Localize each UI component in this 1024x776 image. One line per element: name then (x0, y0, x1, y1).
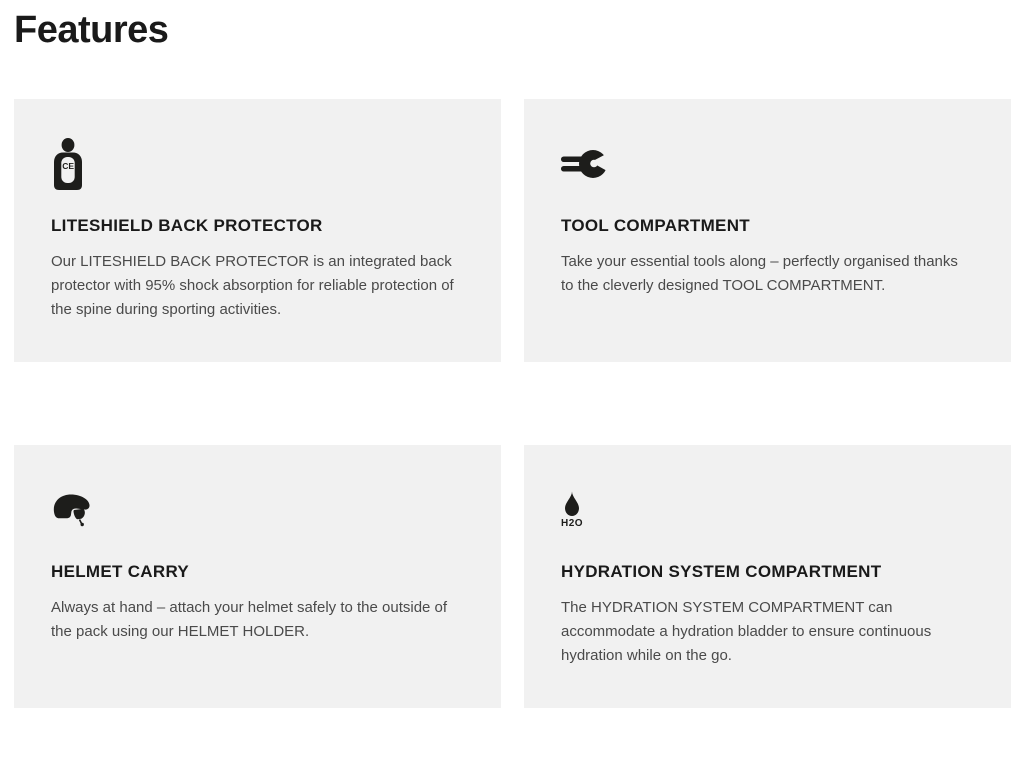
feature-title: HYDRATION SYSTEM COMPARTMENT (561, 562, 882, 581)
back-protector-icon (51, 138, 85, 190)
hydration-icon-group (561, 491, 583, 529)
feature-description: The HYDRATION SYSTEM COMPARTMENT can accommodate a hydration bladder to ensure continuous hydration while on the go. (561, 599, 932, 664)
feature-card-back-protector (14, 99, 501, 362)
feature-description: Always at hand – attach your helmet safely to the outside of the pack using our HELMET HOLDER. (51, 599, 448, 640)
feature-card-tool-compartment (524, 99, 1011, 362)
feature-title: HELMET CARRY (51, 562, 190, 581)
icon-box (561, 138, 974, 190)
feature-title: TOOL COMPARTMENT (561, 216, 750, 235)
feature-title: LITESHIELD BACK PROTECTOR (51, 216, 323, 235)
features-grid (14, 99, 1011, 708)
water-drop-icon (562, 491, 582, 517)
icon-box (51, 484, 464, 536)
feature-card-helmet-carry (14, 445, 501, 708)
page-title: Features (14, 9, 169, 51)
helmet-icon (51, 492, 91, 528)
ce-mark-label: CE (62, 161, 75, 171)
feature-description: Take your essential tools along – perfectly organised thanks to the cleverly designed TOOL COMPARTMENT. (561, 253, 958, 294)
feature-card-hydration-system (524, 445, 1011, 708)
icon-box (561, 484, 974, 536)
icon-box (51, 138, 464, 190)
wrench-icon (561, 149, 609, 179)
feature-description: Our LITESHIELD BACK PROTECTOR is an integrated back protector with 95% shock absorption for reliable protection of the spine during sporting activities. (51, 253, 454, 318)
h2o-label: H2O (561, 518, 584, 529)
